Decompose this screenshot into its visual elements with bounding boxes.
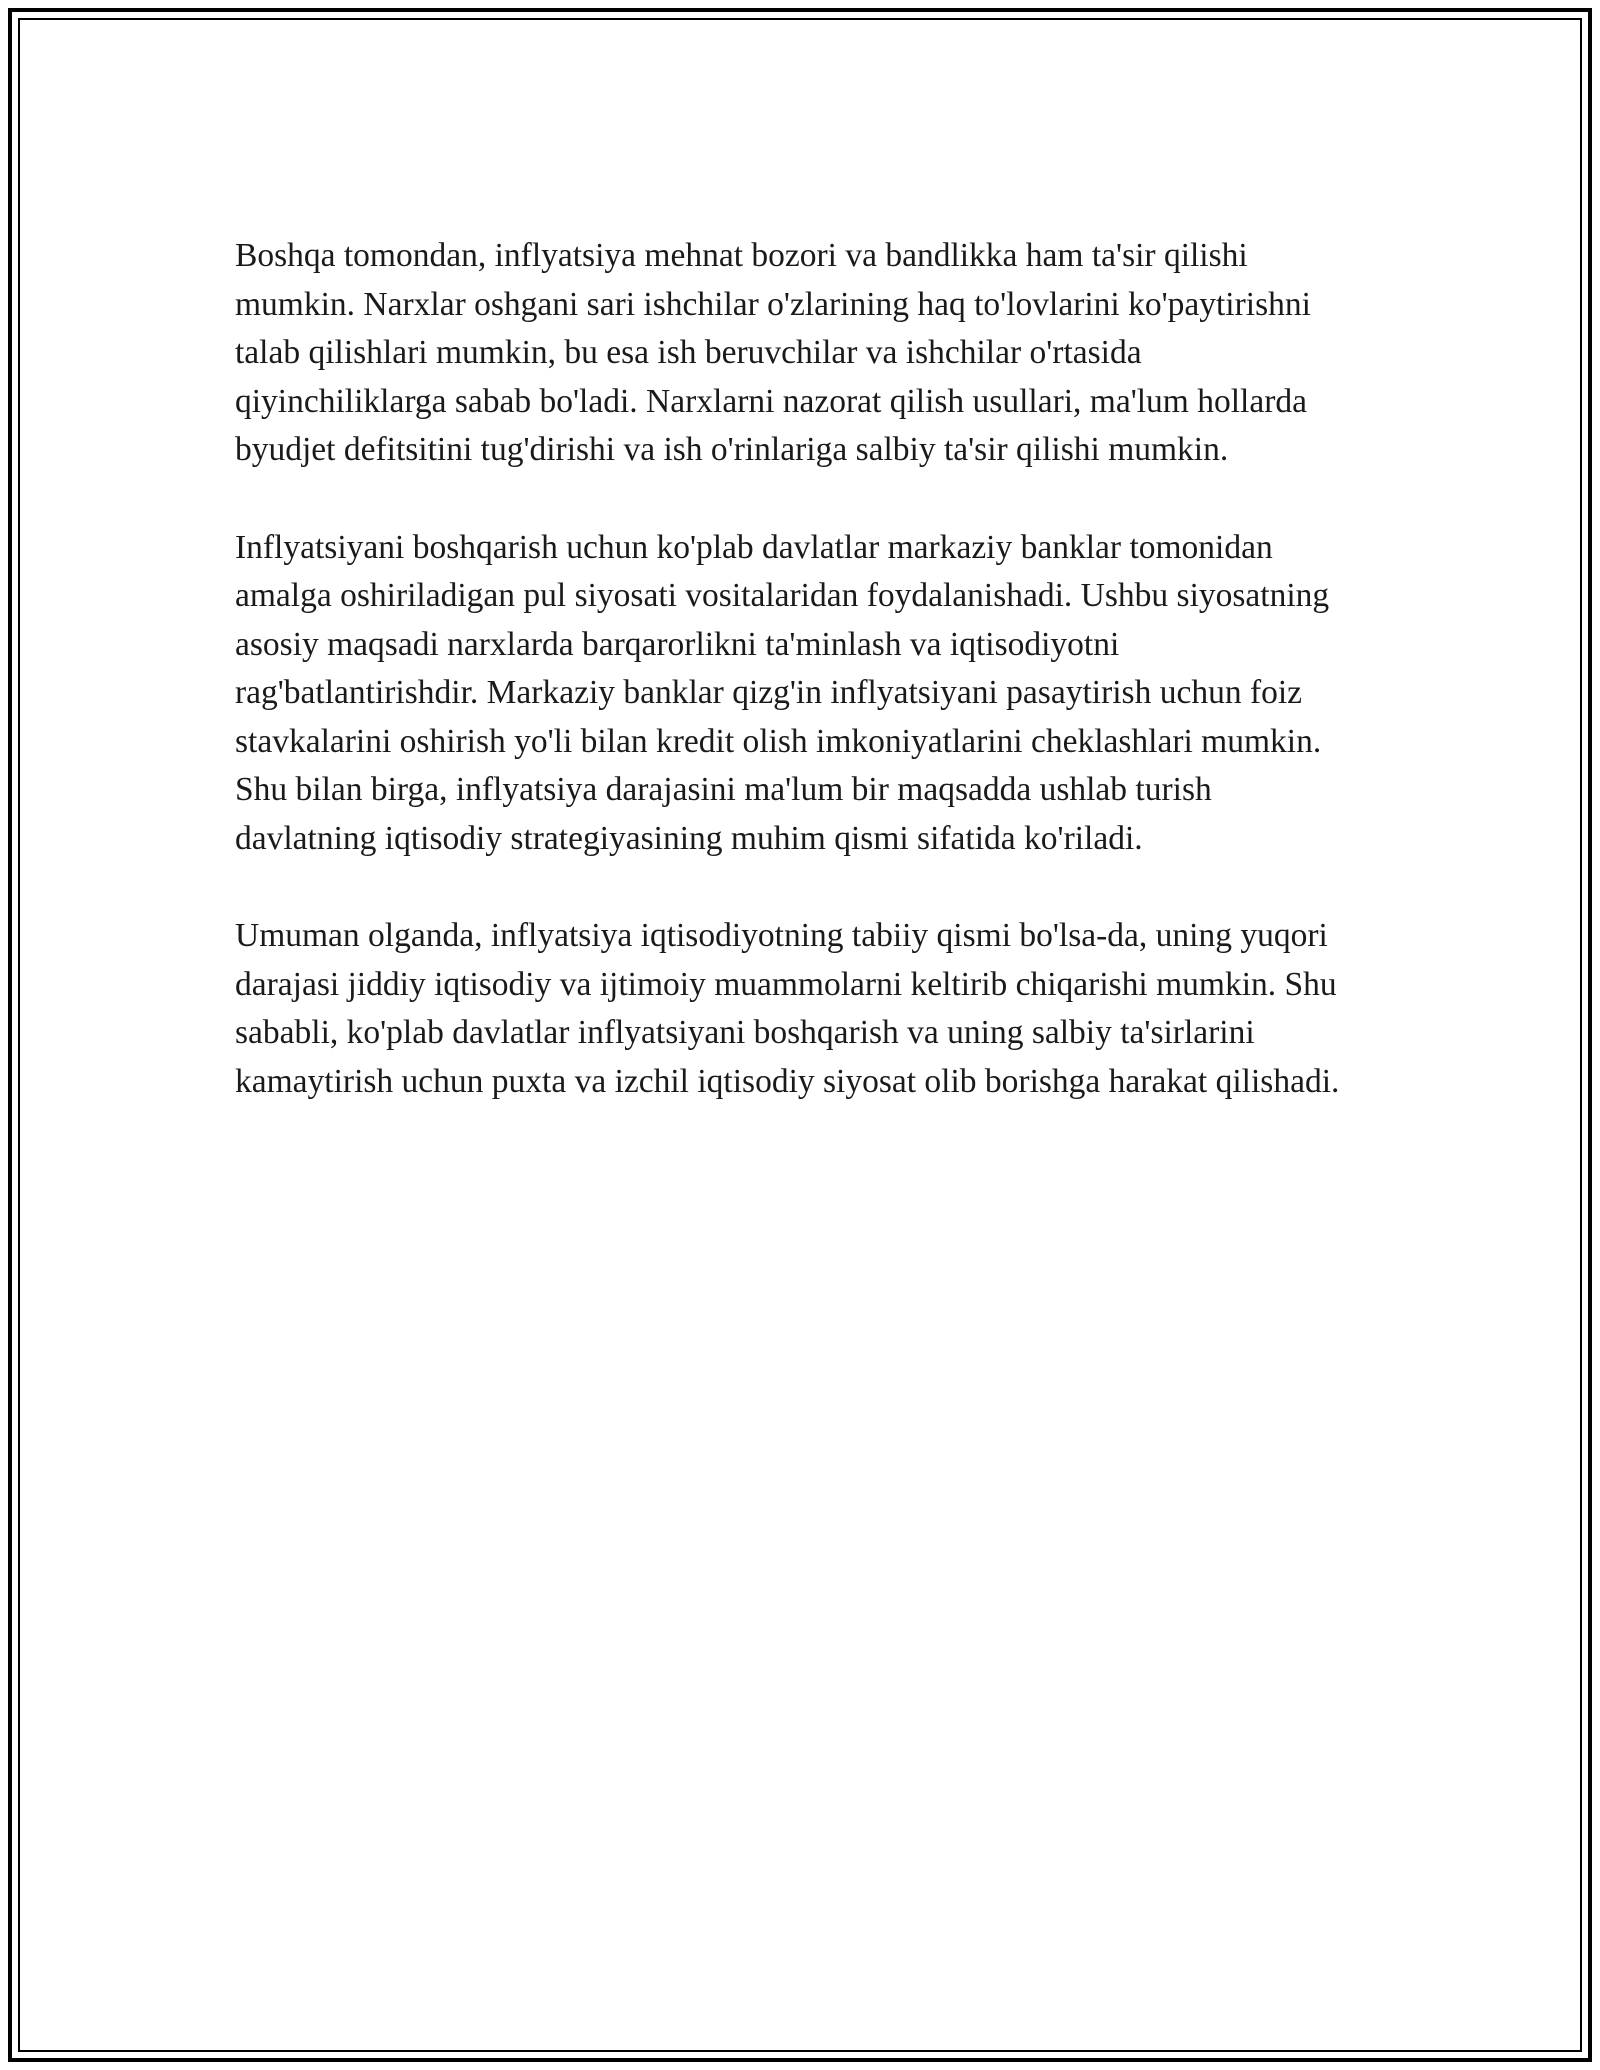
paragraph-labor-market: Boshqa tomondan, inflyatsiya mehnat bozori va bandlikka ham ta'sir qilishi mumkin. Narxlar oshgani sari ishchilar o'zlarining haq to'lovlarini ko'paytirishni talab qilishlari mumkin, bu esa ish beruvchilar va ishchilar o'rtasida qiyinchiliklarga sabab bo'ladi. Narxlarni nazorat qilish usullari, ma'lum hollarda byudjet defitsitini tug'dirishi va ish o'rinlariga salbiy ta'sir qilishi mumkin. — [235, 237, 1311, 468]
document-body — [235, 232, 1355, 1155]
paragraph-monetary-policy: Inflyatsiyani boshqarish uchun ko'plab davlatlar markaziy banklar tomonidan amalga oshiriladigan pul siyosati vositalaridan foydalanishadi. Ushbu siyosatning asosiy maqsadi narxlarda barqarorlikni ta'minlash va iqtisodiyotni rag'batlantirishdir. Markaziy banklar qizg'in inflyatsiyani pasaytirish uchun foiz stavkalarini oshirish yo'li bilan kredit olish imkoniyatlarini cheklashlari mumkin. Shu bilan birga, inflyatsiya darajasini ma'lum bir maqsadda ushlab turish davlatning iqtisodiy strategiyasining muhim qismi sifatida ko'riladi. — [235, 528, 1330, 857]
paragraph-conclusion: Umuman olganda, inflyatsiya iqtisodiyotning tabiiy qismi bo'lsa-da, uning yuqori darajasi jiddiy iqtisodiy va ijtimoiy muammolarni keltirib chiqarishi mumkin. Shu sababli, ko'plab davlatlar inflyatsiyani boshqarish va uning salbiy ta'sirlarini kamaytirish uchun puxta va izchil iqtisodiy siyosat olib borishga harakat qilishadi. — [235, 917, 1340, 1100]
